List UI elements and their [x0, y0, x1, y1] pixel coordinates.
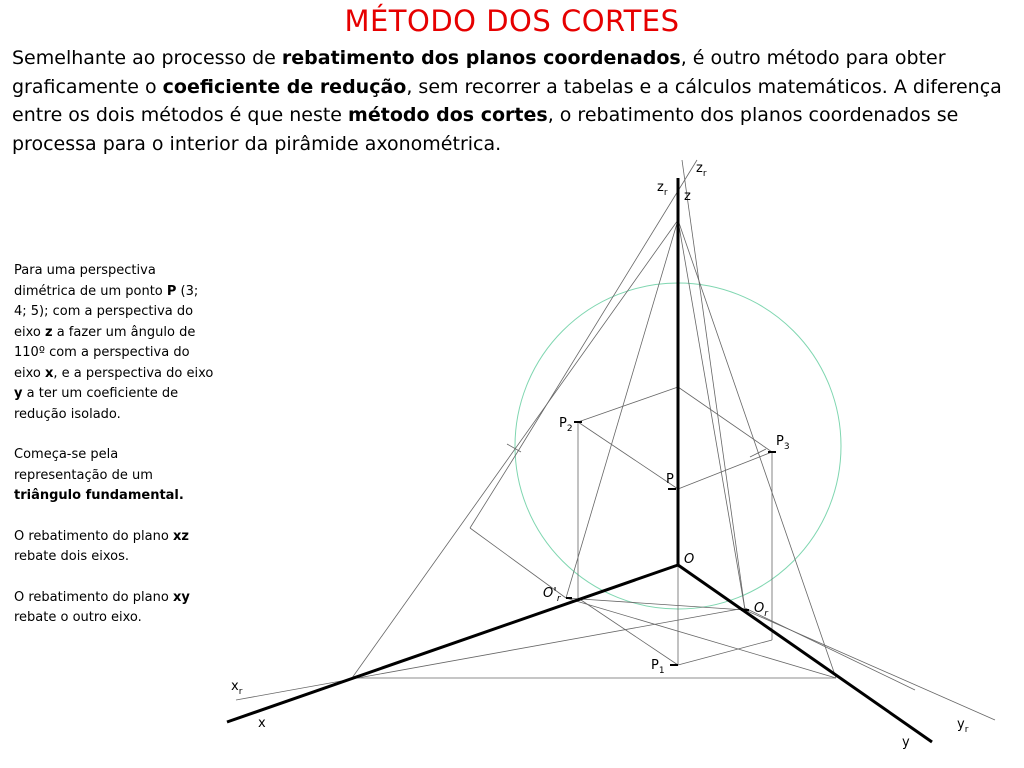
- note-1-text-5: a ter um coeficiente de redução isolado.: [14, 386, 179, 422]
- line-zr-top-ext: [470, 448, 520, 528]
- line-xr: [236, 608, 745, 700]
- note-1-text-3: a fazer um ângulo de 110º com a perspectiva do eixo: [14, 324, 196, 381]
- label-P3: $P_3$: [776, 434, 790, 452]
- intro-text-4: , o rebatimento dos planos coordenados se processa para o interior da pirâmide axonométrica.: [12, 104, 959, 155]
- intro-text-2: , é outro método para obter graficamente o: [12, 47, 946, 98]
- label-xr: $x_r$: [231, 679, 243, 697]
- note-1-text-2: (3; 4; 5); com a perspectiva do eixo: [14, 283, 199, 340]
- note-4-text-1: O rebatimento do plano: [14, 589, 173, 605]
- line-P2-to-z: [578, 387, 678, 422]
- axis-x: [227, 565, 678, 722]
- note-1-text-4: , e a perspectiva do eixo: [53, 365, 214, 381]
- note-3-text-2: rebate dois eixos.: [14, 549, 129, 564]
- main-axes: [227, 178, 932, 742]
- line-P2-to-P: [578, 422, 678, 489]
- intro-bold-3: método dos cortes: [348, 104, 548, 126]
- intro-text-1: Semelhante ao processo de: [12, 47, 282, 69]
- label-O: O: [684, 552, 695, 567]
- line-Or-left-to-y: [566, 598, 836, 678]
- label-Or-right: $O_r$: [754, 601, 768, 619]
- label-zr-left: $z_r$: [657, 180, 668, 198]
- tick-right: [750, 449, 766, 457]
- note-1-bold-4: y: [14, 386, 23, 401]
- label-zr-top: $z_r$: [696, 161, 707, 179]
- intro-bold-2: coeficiente de redução: [162, 75, 407, 98]
- line-zr-top: [520, 160, 697, 448]
- label-P1: $P_1$: [651, 658, 665, 676]
- line-z-to-P3: [678, 387, 772, 452]
- line-P3-to-P: [678, 452, 772, 489]
- axis-y: [678, 565, 932, 742]
- line-z-to-Or-left: [566, 220, 678, 598]
- note-4-bold-1: xy: [172, 589, 190, 605]
- note-1-bold-3: x: [45, 365, 54, 381]
- construction-lines: [236, 160, 995, 720]
- point-markers: [566, 422, 776, 665]
- line-to-P1-right: [678, 640, 772, 665]
- label-y: y: [902, 735, 910, 750]
- note-1-bold-1: P: [166, 283, 177, 299]
- page-title: MÉTODO DOS CORTES: [344, 4, 680, 38]
- note-3-text-1: O rebatimento do plano: [14, 528, 173, 544]
- label-x: x: [258, 716, 266, 731]
- note-1-bold-2: z: [45, 324, 53, 340]
- note-1-text-1: Para uma perspectiva dimétrica de um ponto: [14, 263, 167, 299]
- line-z-to-Or-right-2: [682, 160, 745, 610]
- note-2-text-1: Começa-se pela representação de um: [14, 447, 153, 483]
- label-P: P: [666, 472, 674, 487]
- note-3-bold-1: xz: [172, 528, 189, 544]
- label-P2: $P_2$: [559, 416, 573, 434]
- note-2-bold-1: triângulo fundamental.: [14, 488, 184, 503]
- intro-text-3: , sem recorrer a tabelas e a cálculos matemáticos. A diferença entre os dois métodos é que neste: [12, 75, 1002, 126]
- label-yr: $y_r$: [957, 717, 969, 735]
- intro-bold-1: rebatimento dos planos coordenados: [281, 47, 681, 69]
- note-4-text-2: rebate o outro eixo.: [14, 610, 142, 625]
- label-Or-left: $O'_r$: [543, 586, 561, 604]
- label-z: z: [684, 189, 691, 204]
